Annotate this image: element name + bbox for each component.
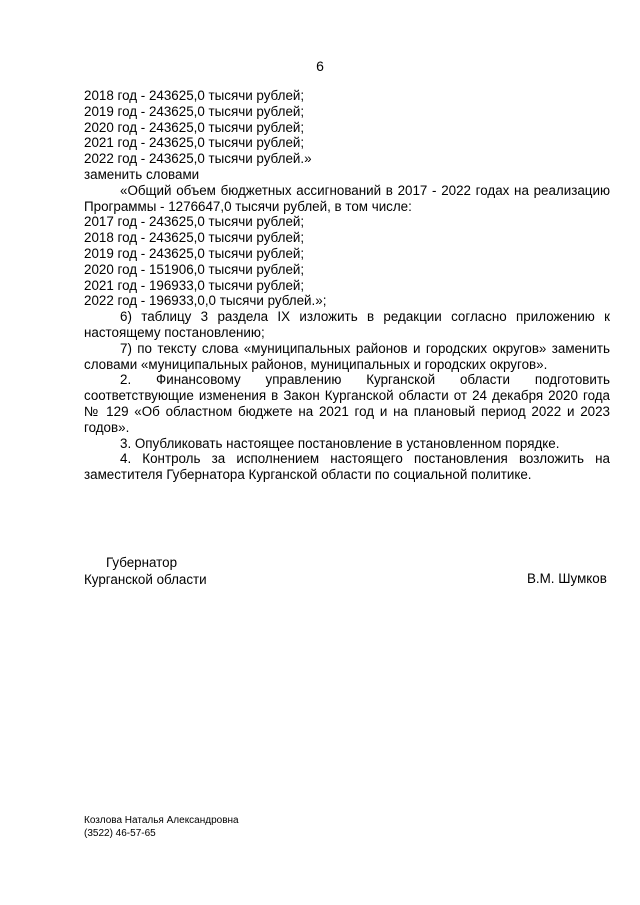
point-2-paragraph: 2. Финансовому управлению Курганской области подготовить соответствующие изменения в Закон Курганской области от 24 декабря 2020 года № 129 «Об областном бюджете на 2021 год и на плановый период 2022 и 2023 годов».	[84, 372, 610, 435]
point-4-paragraph: 4. Контроль за исполнением настоящего постановления возложить на заместителя Губернатора Курганской области по социальной политике.	[84, 451, 610, 483]
year-line: 2021 год - 196933,0 тысячи рублей;	[84, 277, 305, 293]
year-line: 2017 год - 243625,0 тысячи рублей;	[84, 214, 305, 230]
year-line: 2021 год - 243625,0 тысячи рублей;	[84, 135, 305, 151]
signatory-title	[84, 555, 207, 588]
budget-years-list-new	[84, 214, 610, 309]
year-line: 2020 год - 151906,0 тысячи рублей;	[84, 261, 305, 277]
signatory-title-line-1: Губернатор	[106, 555, 178, 570]
signatory-name: В.М. Шумков	[527, 571, 607, 586]
item-7-paragraph: 7) по тексту слова «муниципальных районов и городских округов» заменить словами «муниципальных районов, муниципальных и городских округов».	[84, 340, 610, 372]
year-line: 2018 год - 243625,0 тысячи рублей;	[84, 88, 305, 103]
budget-years-list-old	[84, 88, 610, 167]
executor-info	[84, 814, 239, 840]
year-line: 2018 год - 243625,0 тысячи рублей;	[84, 230, 305, 246]
signatory-title-line-2: Курганской области	[84, 571, 207, 587]
year-line: 2019 год - 243625,0 тысячи рублей;	[84, 245, 305, 261]
point-3-paragraph: 3. Опубликовать настоящее постановление в установленном порядке.	[120, 435, 560, 451]
year-line: 2022 год - 196933,0,0 тысячи рублей.»;	[84, 293, 327, 309]
page-number: 6	[316, 58, 324, 74]
quote-intro-paragraph: «Общий объем бюджетных ассигнований в 2017 - 2022 годах на реализацию Программы - 1276647,0 тысячи рублей, в том числе:	[84, 182, 610, 214]
year-line: 2022 год - 243625,0 тысячи рублей.»	[84, 151, 312, 167]
executor-name: Козлова Наталья Александровна	[84, 815, 239, 826]
year-line: 2019 год - 243625,0 тысячи рублей;	[84, 103, 305, 119]
replace-words-line: заменить словами	[84, 166, 200, 182]
executor-phone: (3522) 46-57-65	[84, 828, 156, 839]
document-body	[84, 88, 610, 483]
item-6-paragraph: 6) таблицу 3 раздела IX изложить в редакции согласно приложению к настоящему постановлению;	[84, 309, 610, 340]
year-line: 2020 год - 243625,0 тысячи рублей;	[84, 119, 305, 135]
